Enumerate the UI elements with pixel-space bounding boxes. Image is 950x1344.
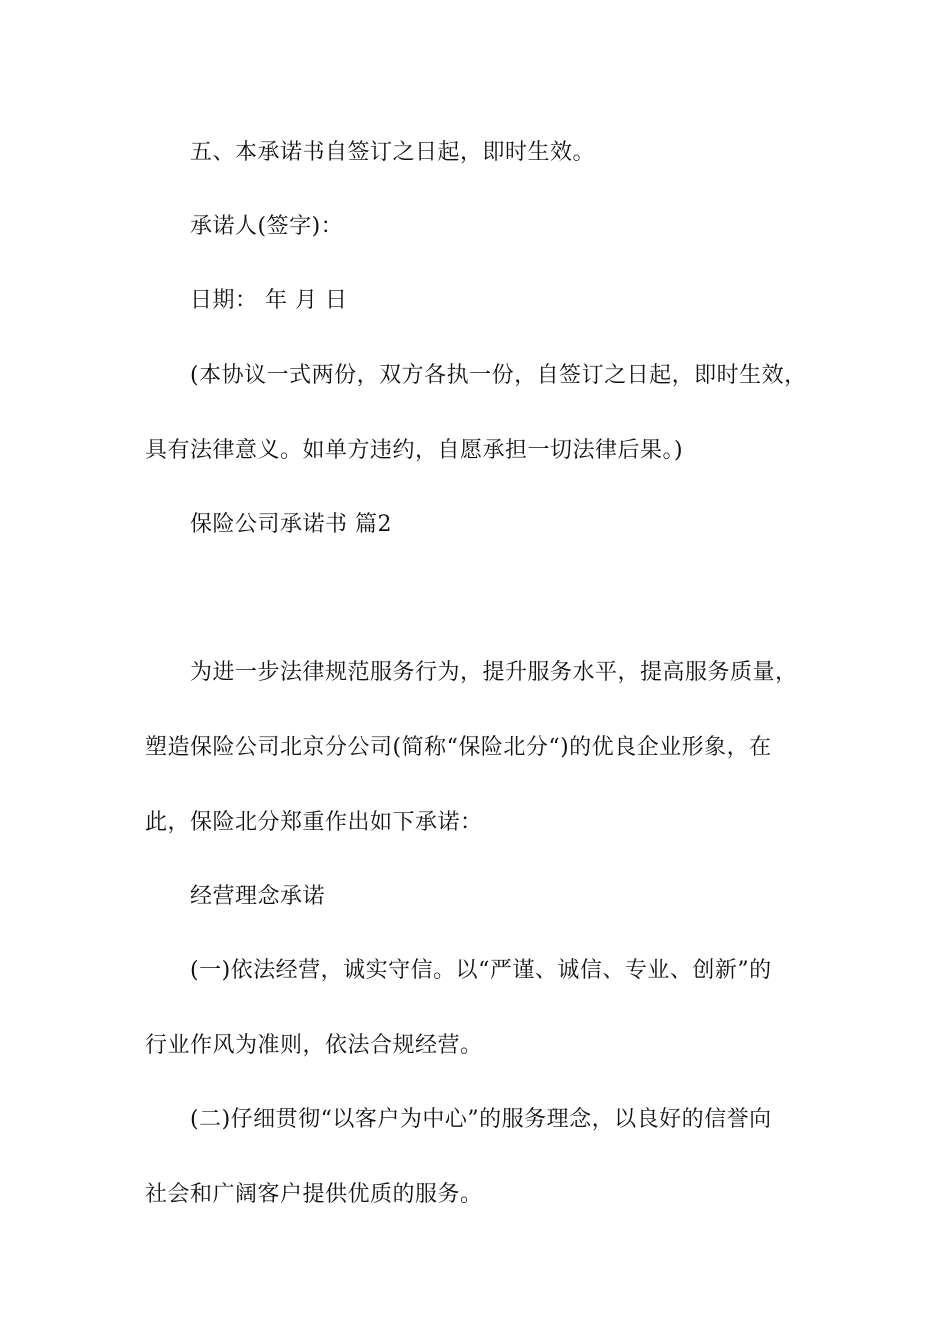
paragraph-line: 五、本承诺书自签订之日起，即时生效。 bbox=[190, 140, 596, 165]
paragraph-line: (一)依法经营，诚实守信。以“严谨、诚信、专业、创新”的 bbox=[190, 958, 772, 983]
subheading: 经营理念承诺 bbox=[190, 884, 326, 909]
section-heading: 保险公司承诺书 篇2 bbox=[190, 512, 392, 537]
paragraph-line: 具有法律意义。如单方违约，自愿承担一切法律后果。) bbox=[145, 438, 684, 463]
paragraph-line: 塑造保险公司北京分公司(简称“保险北分“)的优良企业形象，在 bbox=[145, 735, 772, 760]
signature-label: 承诺人(签字)： bbox=[190, 214, 344, 239]
paragraph-line: 此，保险北分郑重作出如下承诺： bbox=[145, 810, 483, 835]
paragraph-line: 为进一步法律规范服务行为，提升服务水平，提高服务质量， bbox=[190, 660, 798, 685]
paragraph-line: 行业作风为准则，依法合规经营。 bbox=[145, 1033, 483, 1058]
date-label: 日期： 年 月 日 bbox=[190, 288, 348, 313]
paragraph-line: (二)仔细贯彻“以客户为中心”的服务理念，以良好的信誉向 bbox=[190, 1107, 772, 1132]
paragraph-line: (本协议一式两份，双方各执一份，自签订之日起，即时生效， bbox=[190, 363, 807, 388]
paragraph-line: 社会和广阔客户提供优质的服务。 bbox=[145, 1182, 483, 1207]
